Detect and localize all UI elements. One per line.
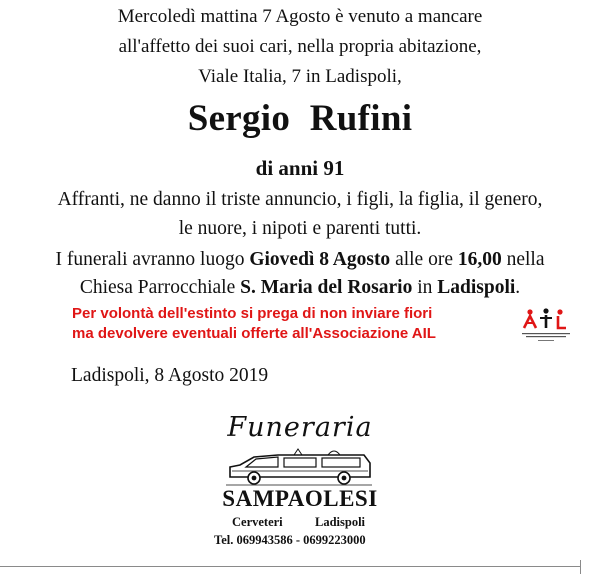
intro-line-2: all'affetto dei suoi cari, nella propria abitazione,	[118, 36, 482, 57]
announcement-line-1: Affranti, ne danno il triste annuncio, i figli, la figlia, il genero,	[57, 189, 543, 210]
funeral-mid: alle ore	[390, 249, 458, 270]
ail-logo-caption-lines	[522, 333, 570, 341]
funeral-line	[0, 249, 600, 271]
hearse-icon	[224, 443, 374, 487]
funeral-home-label: Funeraria	[227, 412, 373, 443]
place-date: Ladispoli, 8 Agosto 2019	[71, 365, 269, 386]
church-mid: in	[412, 277, 438, 298]
church-pre: Chiesa Parrocchiale	[79, 277, 241, 298]
church-town: Ladispoli	[437, 277, 516, 298]
church-line	[0, 277, 600, 299]
intro-line-3: Viale Italia, 7 in Ladispoli,	[198, 66, 402, 87]
funeral-day: Giovedì 8 Agosto	[249, 249, 391, 270]
city-ladispoli: Ladispoli	[315, 515, 366, 529]
intro-line-1: Mercoledì mattina 7 Agosto è venuto a mancare	[117, 6, 483, 27]
right-border	[580, 560, 581, 574]
announcement-line-2: le nuore, i nipoti e parenti tutti.	[178, 218, 422, 239]
church-end: .	[515, 277, 521, 298]
funeral-home-phones: Tel. 069943586 - 0699223000	[214, 533, 366, 547]
funeral-pre: I funerali avranno luogo	[55, 249, 250, 270]
bottom-border	[0, 566, 580, 567]
request-line-2: ma devolvere eventuali offerte all'Associazione AIL	[72, 325, 436, 342]
request-line-1: Per volontà dell'estinto si prega di non inviare fiori	[72, 305, 433, 322]
ail-logo	[516, 306, 576, 346]
deceased-age: di anni 91	[255, 156, 345, 180]
ail-logo-figures	[524, 308, 566, 328]
deceased-name: Sergio Rufini	[187, 98, 413, 139]
church-name: S. Maria del Rosario	[240, 277, 413, 298]
funeral-post: nella	[501, 249, 545, 270]
funeral-home-name: SAMPAOLESI	[222, 486, 378, 511]
city-cerveteri: Cerveteri	[232, 515, 283, 529]
funeral-time: 16,00	[457, 249, 502, 270]
